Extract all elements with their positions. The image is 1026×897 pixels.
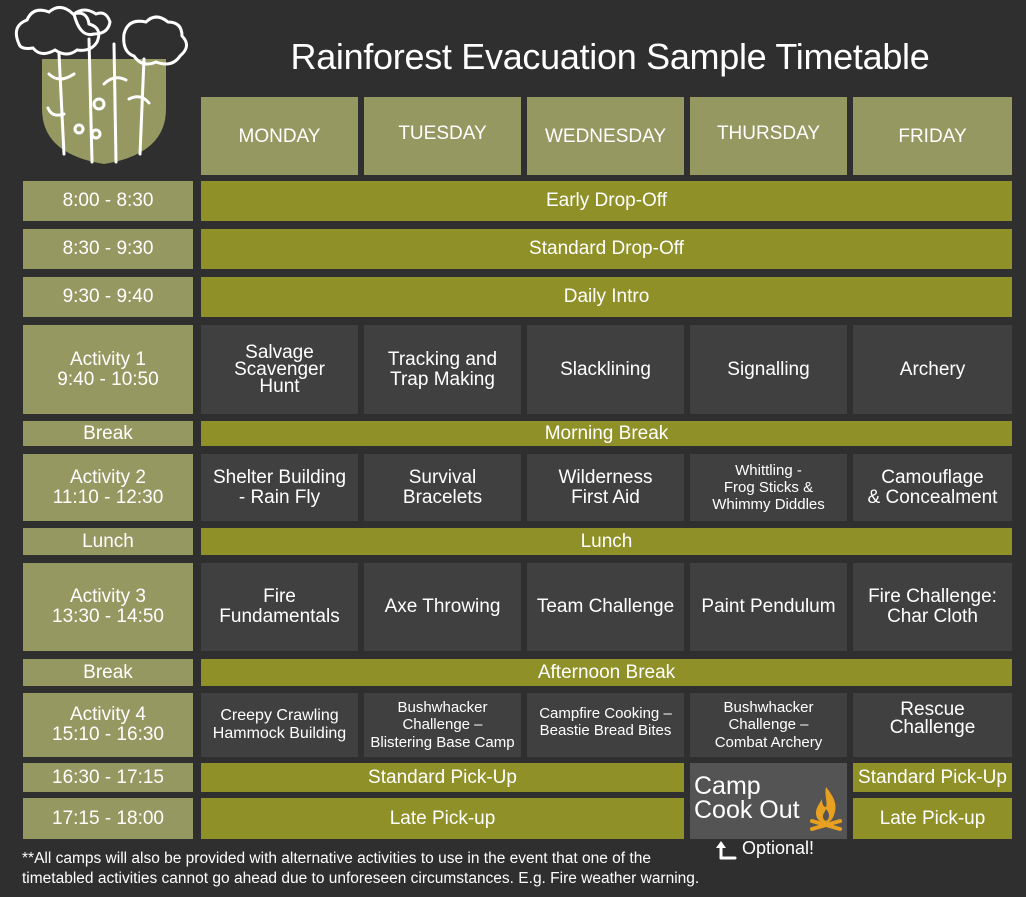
day-header-wednesday: WEDNESDAY (527, 97, 684, 175)
activity3-thursday: Paint Pendulum (690, 563, 847, 651)
time-slot-activity-3: Activity 3 13:30 - 14:50 (23, 563, 193, 651)
day-header-friday: FRIDAY (853, 97, 1012, 175)
activity2-tuesday: Survival Bracelets (364, 454, 521, 521)
band-standard-dropoff: Standard Drop-Off (201, 229, 1012, 269)
band-late-pickup-friday: Late Pick-up (853, 798, 1012, 839)
band-early-dropoff: Early Drop-Off (201, 181, 1012, 221)
activity2-friday: Camouflage & Concealment (853, 454, 1012, 521)
band-morning-break: Morning Break (201, 421, 1012, 446)
activity2-wednesday: Wilderness First Aid (527, 454, 684, 521)
time-slot-activity-2: Activity 2 11:10 - 12:30 (23, 454, 193, 521)
activity4-thursday: Bushwhacker Challenge – Combat Archery (690, 693, 847, 757)
band-lunch: Lunch (201, 528, 1012, 555)
activity4-wednesday: Campfire Cooking – Beastie Bread Bites (527, 693, 684, 757)
day-header-tuesday: TUESDAY (364, 97, 521, 175)
time-slot-daily-intro: 9:30 - 9:40 (23, 277, 193, 317)
activity3-tuesday: Axe Throwing (364, 563, 521, 651)
band-afternoon-break: Afternoon Break (201, 659, 1012, 686)
day-header-monday: MONDAY (201, 97, 358, 175)
time-slot-standard-pickup: 16:30 - 17:15 (23, 763, 193, 792)
time-slot-activity-4: Activity 4 15:10 - 16:30 (23, 693, 193, 757)
activity2-monday: Shelter Building - Rain Fly (201, 454, 358, 521)
activity3-friday: Fire Challenge: Char Cloth (853, 563, 1012, 651)
time-slot-morning-break: Break (23, 421, 193, 446)
activity4-tuesday: Bushwhacker Challenge – Blistering Base Camp (364, 693, 521, 757)
page-title: Rainforest Evacuation Sample Timetable (290, 36, 930, 77)
band-daily-intro: Daily Intro (201, 277, 1012, 317)
rainforest-trees-logo (4, 4, 204, 174)
time-slot-early-dropoff: 8:00 - 8:30 (23, 181, 193, 221)
activity2-thursday: Whittling - Frog Sticks & Whimmy Diddles (690, 454, 847, 521)
campfire-icon (808, 785, 844, 833)
band-standard-pickup-mon-wed: Standard Pick-Up (201, 763, 684, 792)
time-slot-afternoon-break: Break (23, 659, 193, 686)
time-slot-standard-dropoff: 8:30 - 9:30 (23, 229, 193, 269)
optional-note: Optional! (742, 838, 815, 858)
day-header-thursday: THURSDAY (690, 97, 847, 175)
band-standard-pickup-friday: Standard Pick-Up (853, 763, 1012, 792)
activity1-wednesday: Slacklining (527, 325, 684, 414)
activity1-thursday: Signalling (690, 325, 847, 414)
camp-cookout-label: Camp Cook Out (694, 772, 800, 824)
activity1-tuesday: Tracking and Trap Making (364, 325, 521, 414)
activity3-wednesday: Team Challenge (527, 563, 684, 651)
activity1-friday: Archery (853, 325, 1012, 414)
time-slot-lunch: Lunch (23, 528, 193, 555)
activity4-friday: Rescue Challenge (853, 693, 1012, 757)
band-late-pickup-mon-wed: Late Pick-up (201, 798, 684, 839)
activity1-monday: Salvage Scavenger Hunt (201, 325, 358, 414)
activity3-monday: Fire Fundamentals (201, 563, 358, 651)
footnote: **All camps will also be provided with alternative activities to use in the event that one of the timetabled activities cannot go ahead due to unforeseen circumstances. E.g. Fire weather warning. (22, 850, 700, 888)
time-slot-activity-1: Activity 1 9:40 - 10:50 (23, 325, 193, 414)
time-slot-late-pickup: 17:15 - 18:00 (23, 798, 193, 839)
activity4-monday: Creepy Crawling Hammock Building (201, 693, 358, 757)
